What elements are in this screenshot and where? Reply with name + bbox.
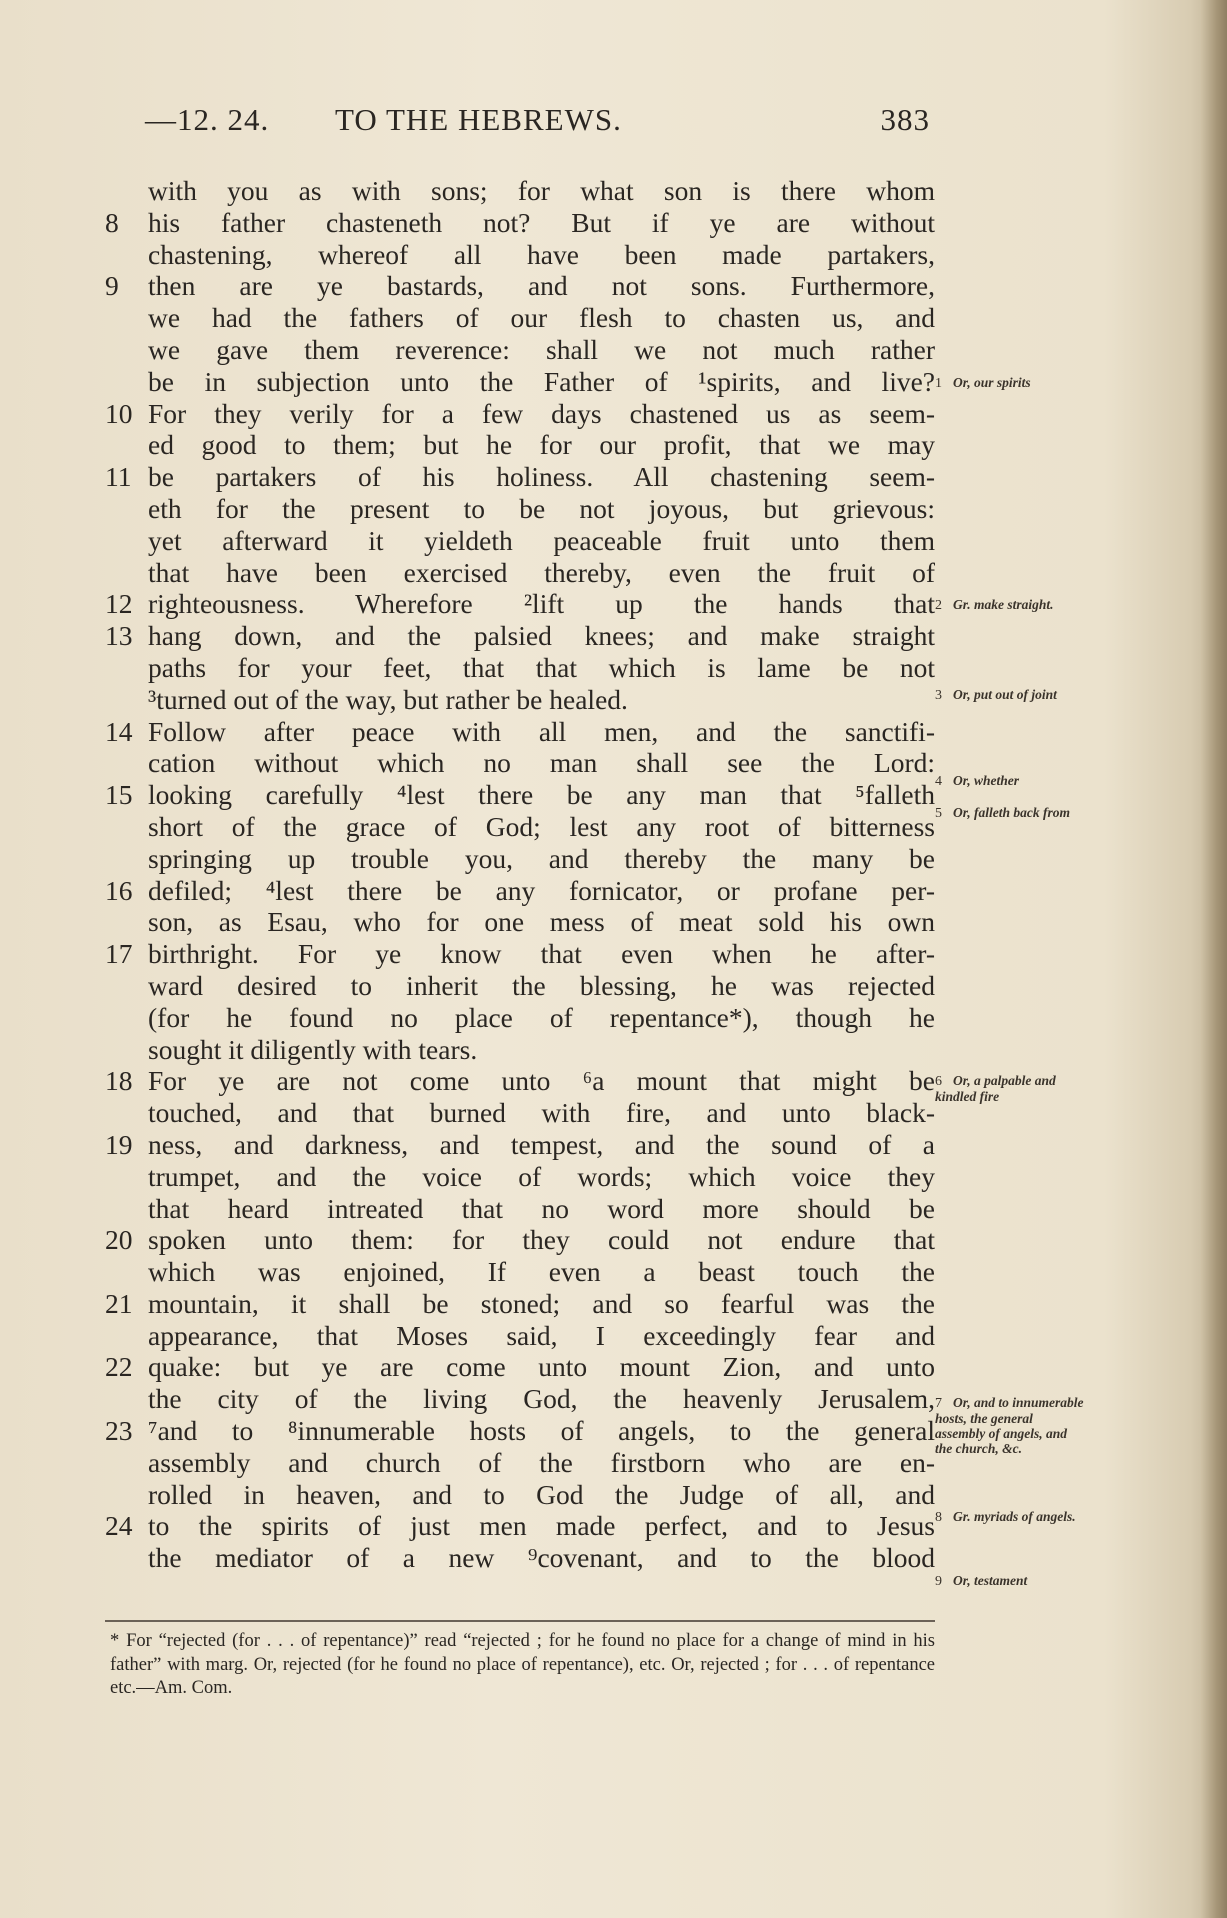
text-line: 21 mountain, it shall be stoned; and so fearful was the (105, 1287, 935, 1319)
margin-note: 3 Or, put out of joint (935, 687, 1057, 703)
page-number: 383 (880, 102, 930, 137)
text-line: 8 his father chasteneth not? But if ye are without (105, 206, 935, 238)
text-line: 12 righteousness. Wherefore ²lift up the hands that (105, 588, 935, 620)
text-line: paths for your feet, that that which is lame be not (148, 651, 935, 683)
text-line: ed good to them; but he for our profit, that we may (148, 429, 935, 461)
text-line: 22 quake: but ye are come unto mount Zion, and unto (105, 1351, 935, 1383)
text-line: be in subjection unto the Father of ¹spirits, and live? (148, 365, 935, 397)
text-line: touched, and that burned with fire, and unto black- (148, 1097, 935, 1129)
text-line: (for he found no place of repentance*), though he (148, 1001, 935, 1033)
text-line: cation without which no man shall see the Lord: (148, 747, 935, 779)
footnote: * For “rejected (for . . . of repentance)” read “rejected ; for he found no place for a change of mind in his father” with marg. Or, rejected (for he found no place of repentance), etc. Or, rejected ; for . . . of repentance etc.—Am. Com. (110, 1631, 935, 1698)
text-line: ward desired to inherit the blessing, he was rejected (148, 969, 935, 1001)
margin-note: 6 Or, a palpable and kindled fire (935, 1073, 1056, 1104)
text-line: the mediator of a new ⁹covenant, and to the blood (148, 1542, 935, 1574)
running-header (145, 102, 930, 146)
text-line: ³turned out of the way, but rather be healed. (148, 683, 628, 715)
text-line: 10 For they verily for a few days chastened us as seem- (105, 397, 935, 429)
text-line: 19 ness, and darkness, and tempest, and the sound of a (105, 1128, 935, 1160)
text-line: rolled in heaven, and to God the Judge of all, and (148, 1478, 935, 1510)
text-line: 15 looking carefully ⁴lest there be any man that ⁵falleth (105, 779, 935, 811)
margin-note: 8 Gr. myriads of angels. (935, 1509, 1076, 1525)
text-line: 13 hang down, and the palsied knees; and make straight (105, 620, 935, 652)
header-title: TO THE HEBREWS. (335, 102, 622, 137)
text-line: yet afterward it yieldeth peaceable fruit unto them (148, 524, 935, 556)
text-line: appearance, that Moses said, I exceedingly fear and (148, 1319, 935, 1351)
page-edge (1201, 0, 1227, 1918)
text-line: with you as with sons; for what son is there whom (148, 175, 935, 206)
text-line: which was enjoined, If even a beast touch the (148, 1256, 935, 1288)
text-line: short of the grace of God; lest any root of bitterness (148, 810, 935, 842)
text-line: 11 be partakers of his holiness. All chastening seem- (105, 461, 935, 493)
margin-note: 7 Or, and to innumerable hosts, the general assembly of angels, and the church, &c. (935, 1395, 1084, 1456)
text-line: springing up trouble you, and thereby the many be (148, 842, 935, 874)
text-line: 23 ⁷and to ⁸innumerable hosts of angels, to the general (105, 1415, 935, 1447)
text-line: chastening, whereof all have been made partakers, (148, 238, 935, 270)
margin-note: 4 Or, whether (935, 773, 1020, 789)
text-line: that heard intreated that no word more should be (148, 1192, 935, 1224)
text-line: trumpet, and the voice of words; which voice they (148, 1160, 935, 1192)
text-line: son, as Esau, who for one mess of meat sold his own (148, 906, 935, 938)
text-line: eth for the present to be not joyous, but grievous: (148, 492, 935, 524)
margin-note: 1 Or, our spirits (935, 375, 1031, 391)
text-line: 24 to the spirits of just men made perfect, and to Jesus (105, 1510, 935, 1542)
text-line: 14 Follow after peace with all men, and the sanctifi- (105, 715, 935, 747)
margin-note: 2 Gr. make straight. (935, 597, 1054, 613)
text-line: 20 spoken unto them: for they could not endure that (105, 1224, 935, 1256)
header-chapter-range: —12. 24. (145, 102, 270, 137)
text-line: 18 For ye are not come unto ⁶a mount that might be (105, 1065, 935, 1097)
margin-note: 9 Or, testament (935, 1573, 1028, 1589)
margin-note: 5 Or, falleth back from (935, 805, 1070, 821)
text-line: assembly and church of the firstborn who are en- (148, 1446, 935, 1478)
text-line: 16 defiled; ⁴lest there be any fornicator, or profane per- (105, 874, 935, 906)
footnote-divider (105, 1620, 935, 1622)
scripture-text (105, 175, 935, 1574)
text-line: that have been exercised thereby, even the fruit of (148, 556, 935, 588)
text-line: we had the fathers of our flesh to chasten us, and (148, 302, 935, 334)
text-line: the city of the living God, the heavenly Jerusalem, (148, 1383, 935, 1415)
text-line: sought it diligently with tears. (148, 1033, 478, 1065)
text-line: 17 birthright. For ye know that even when he after- (105, 938, 935, 970)
text-line: 9 then are ye bastards, and not sons. Furthermore, (105, 270, 935, 302)
text-line: we gave them reverence: shall we not much rather (148, 333, 935, 365)
